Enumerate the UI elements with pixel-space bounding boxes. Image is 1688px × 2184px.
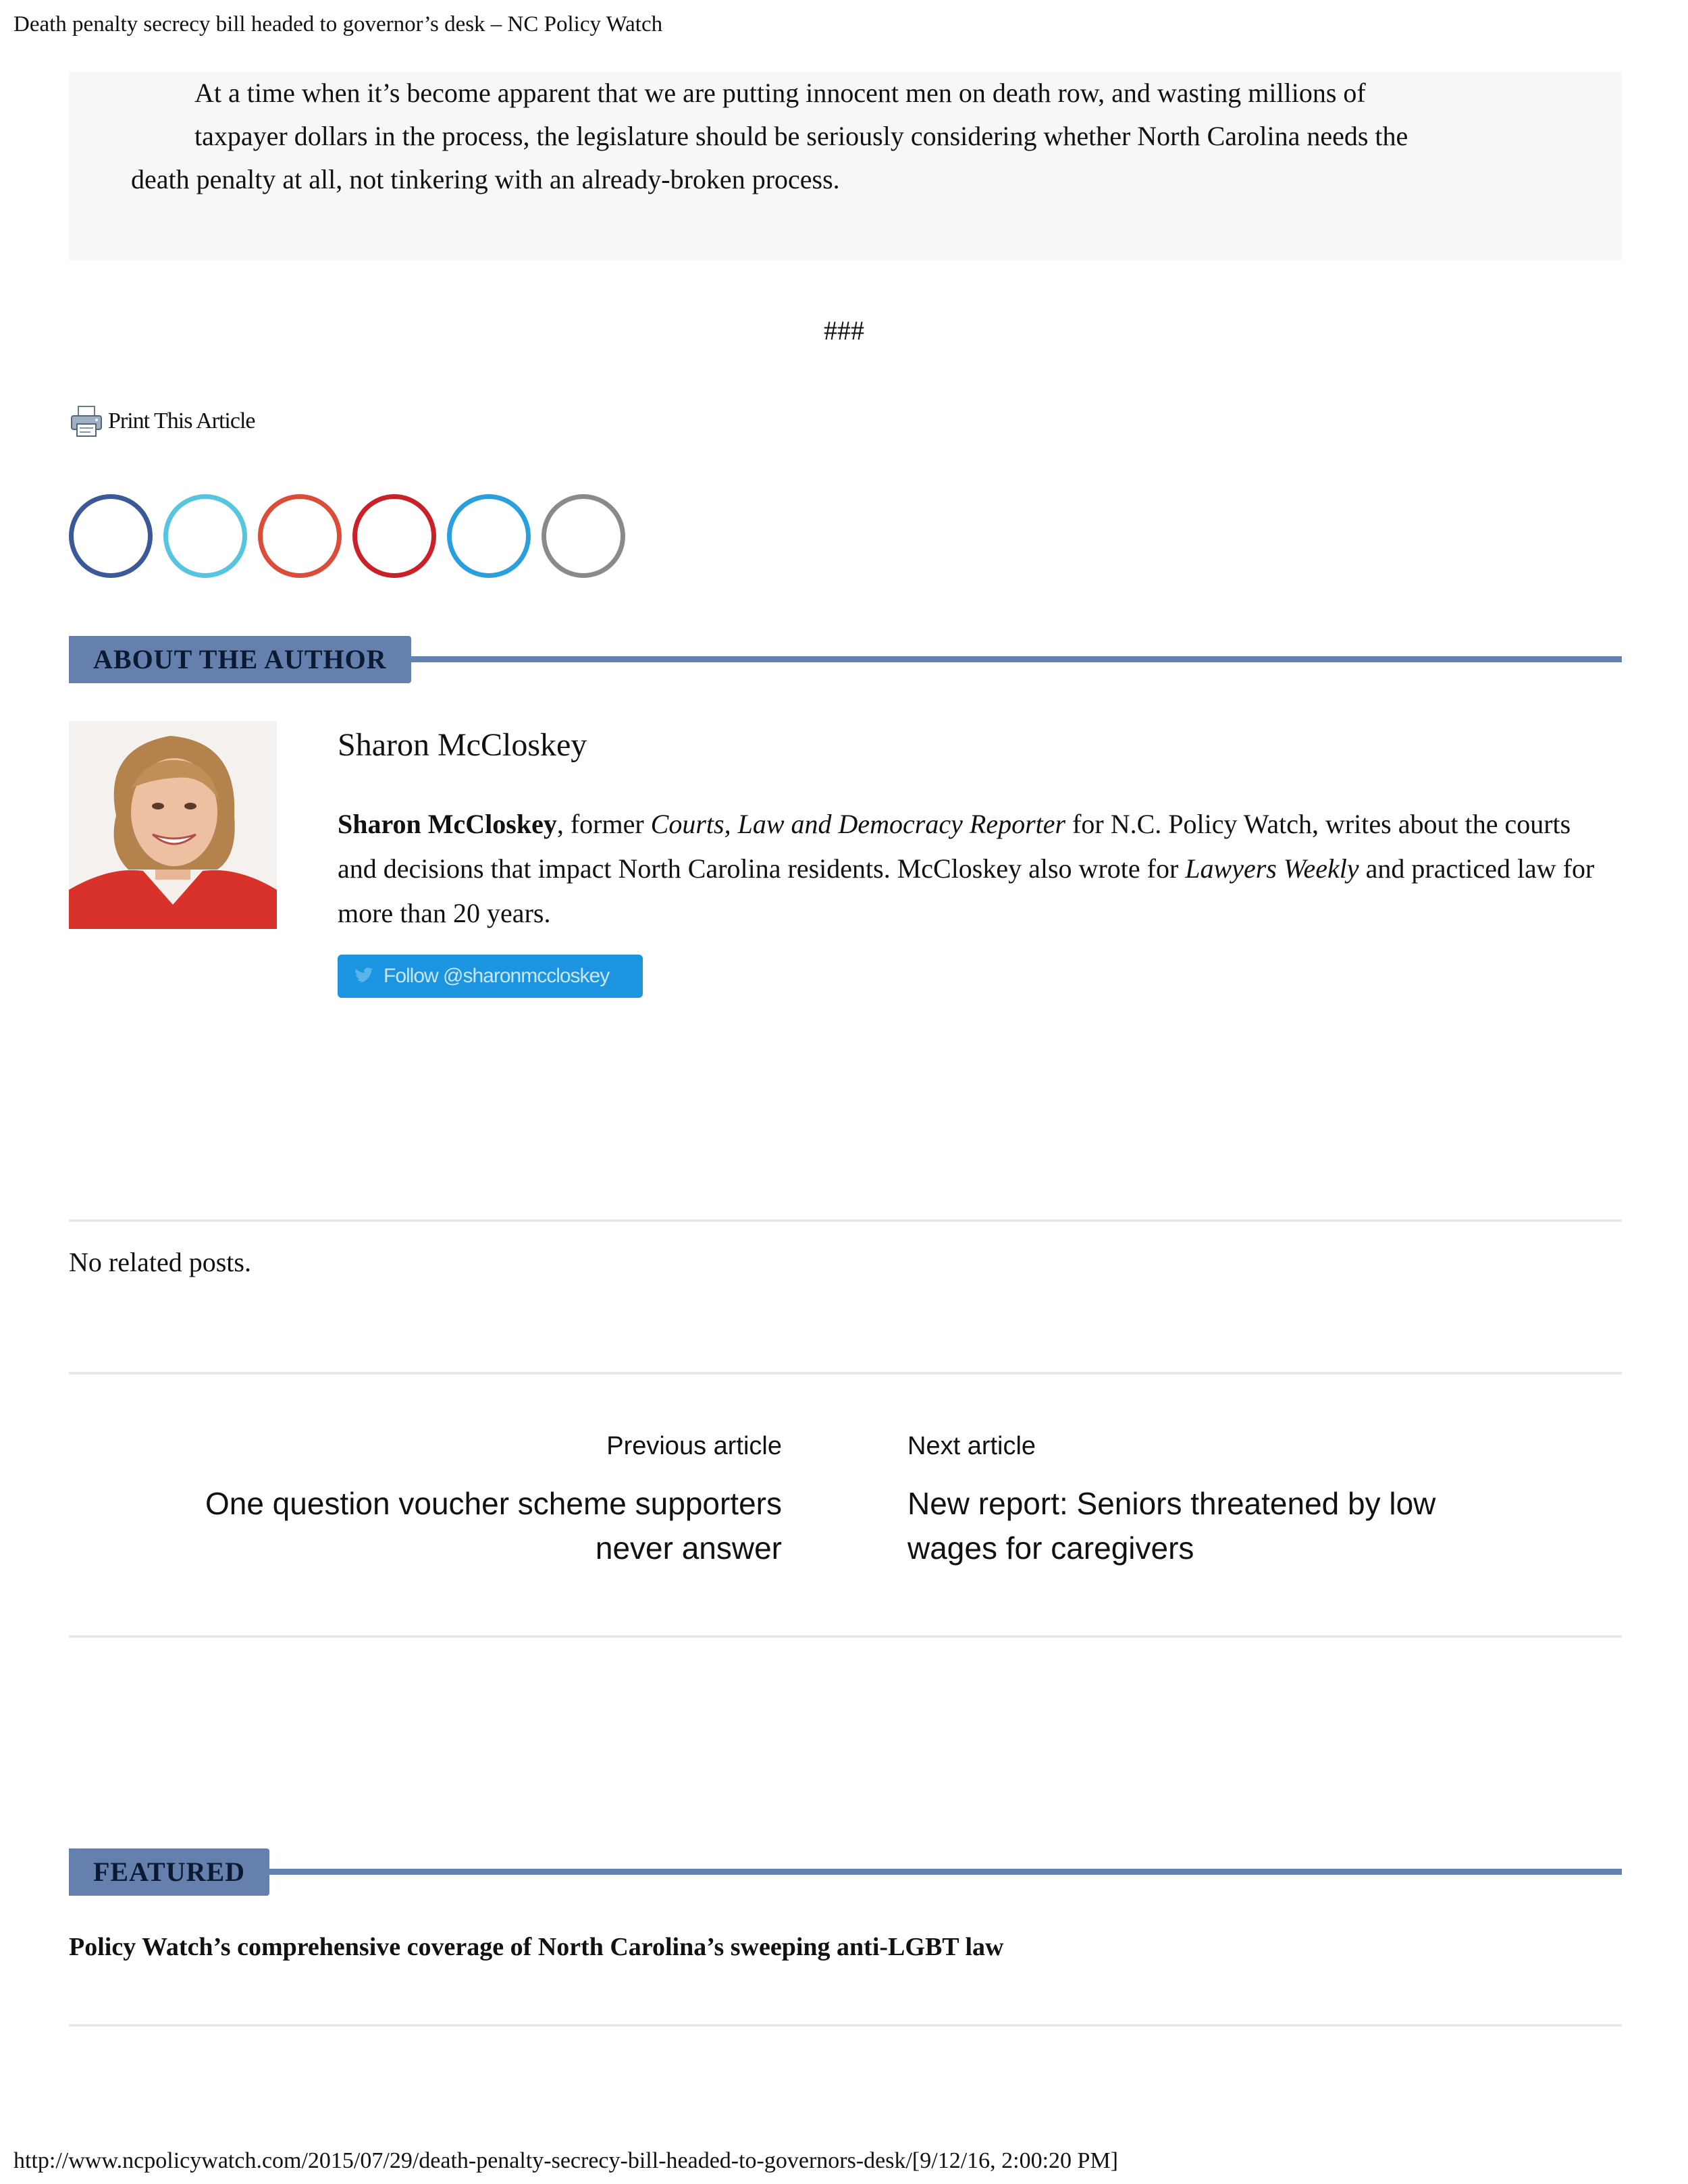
next-article-title: [907, 1481, 1583, 1570]
previous-article-title: [107, 1481, 782, 1570]
featured-header: [69, 1848, 1622, 1896]
printer-icon: [69, 404, 104, 439]
author-bio: [338, 802, 1607, 936]
section-label: ABOUT THE AUTHOR: [69, 636, 411, 683]
bio-publication: Lawyers Weekly: [1185, 853, 1359, 884]
blockquote-text: [131, 72, 1576, 201]
bio-role: Courts, Law and Democracy Reporter: [650, 809, 1066, 839]
quote-line: taxpayer dollars in the process, the legislature should be seriously considering whether North Carolina needs the: [194, 121, 1408, 151]
divider: [69, 1372, 1622, 1375]
print-article-link[interactable]: [69, 404, 255, 439]
related-posts: No related posts.: [69, 1247, 251, 1277]
quote-line: death penalty at all, not tinkering with an already-broken process.: [131, 164, 840, 194]
section-rule: [69, 1869, 1622, 1875]
bio-text: and practiced law for more than 20 years.: [338, 853, 1595, 928]
author-name: Sharon McCloskey: [338, 727, 587, 763]
author-portrait-image: [69, 721, 277, 929]
quote-line: At a time when it’s become apparent that we are putting innocent men on death row, and wasting millions of: [194, 78, 1366, 108]
article-end-mark: ###: [824, 315, 864, 346]
twitter-share-button[interactable]: [163, 494, 247, 578]
divider: [69, 1635, 1622, 1638]
author-avatar: [69, 721, 277, 929]
next-article-label: Next article: [907, 1432, 1036, 1460]
follow-button-label: Follow @sharonmccloskey: [384, 965, 610, 987]
featured-article-link[interactable]: Policy Watch’s comprehensive coverage of North Carolina’s sweeping anti-LGBT law: [69, 1933, 1004, 1961]
share-buttons: [69, 494, 636, 578]
previous-article-link[interactable]: [107, 1426, 782, 1570]
next-article-link[interactable]: [907, 1426, 1583, 1570]
bio-text: , former: [556, 809, 651, 839]
page-print-header: Death penalty secrecy bill headed to governor’s desk – NC Policy Watch: [14, 12, 663, 36]
title-line: wages for caregivers: [907, 1530, 1194, 1566]
email-share-button[interactable]: [542, 494, 625, 578]
google-plus-share-button[interactable]: [258, 494, 342, 578]
page-print-footer-url: http://www.ncpolicywatch.com/2015/07/29/death-penalty-secrecy-bill-headed-to-governors-desk/[9/12/16, 2:00:20 PM]: [14, 2148, 1119, 2173]
facebook-share-button[interactable]: [69, 494, 153, 578]
previous-article-label: Previous article: [606, 1432, 782, 1460]
bio-author-name: Sharon McCloskey: [338, 809, 557, 839]
divider: [69, 1219, 1622, 1222]
title-line: New report: Seniors threatened by low: [907, 1486, 1436, 1521]
twitter-bird-icon: [354, 967, 374, 986]
twitter-follow-button[interactable]: [338, 955, 643, 998]
linkedin-share-button[interactable]: [447, 494, 531, 578]
about-author-header: [69, 636, 1622, 683]
print-article-label: Print This Article: [108, 408, 255, 433]
title-line: never answer: [595, 1530, 782, 1566]
blockquote: [69, 72, 1622, 261]
pinterest-share-button[interactable]: [352, 494, 436, 578]
title-line: One question voucher scheme supporters: [205, 1486, 782, 1521]
divider: [69, 2024, 1622, 2027]
bio-text: for N.C. Policy Watch, writes about the courts and decisions that impact North Carolina residents. McCloskey also wrote for: [338, 809, 1571, 884]
section-label: FEATURED: [69, 1848, 269, 1896]
